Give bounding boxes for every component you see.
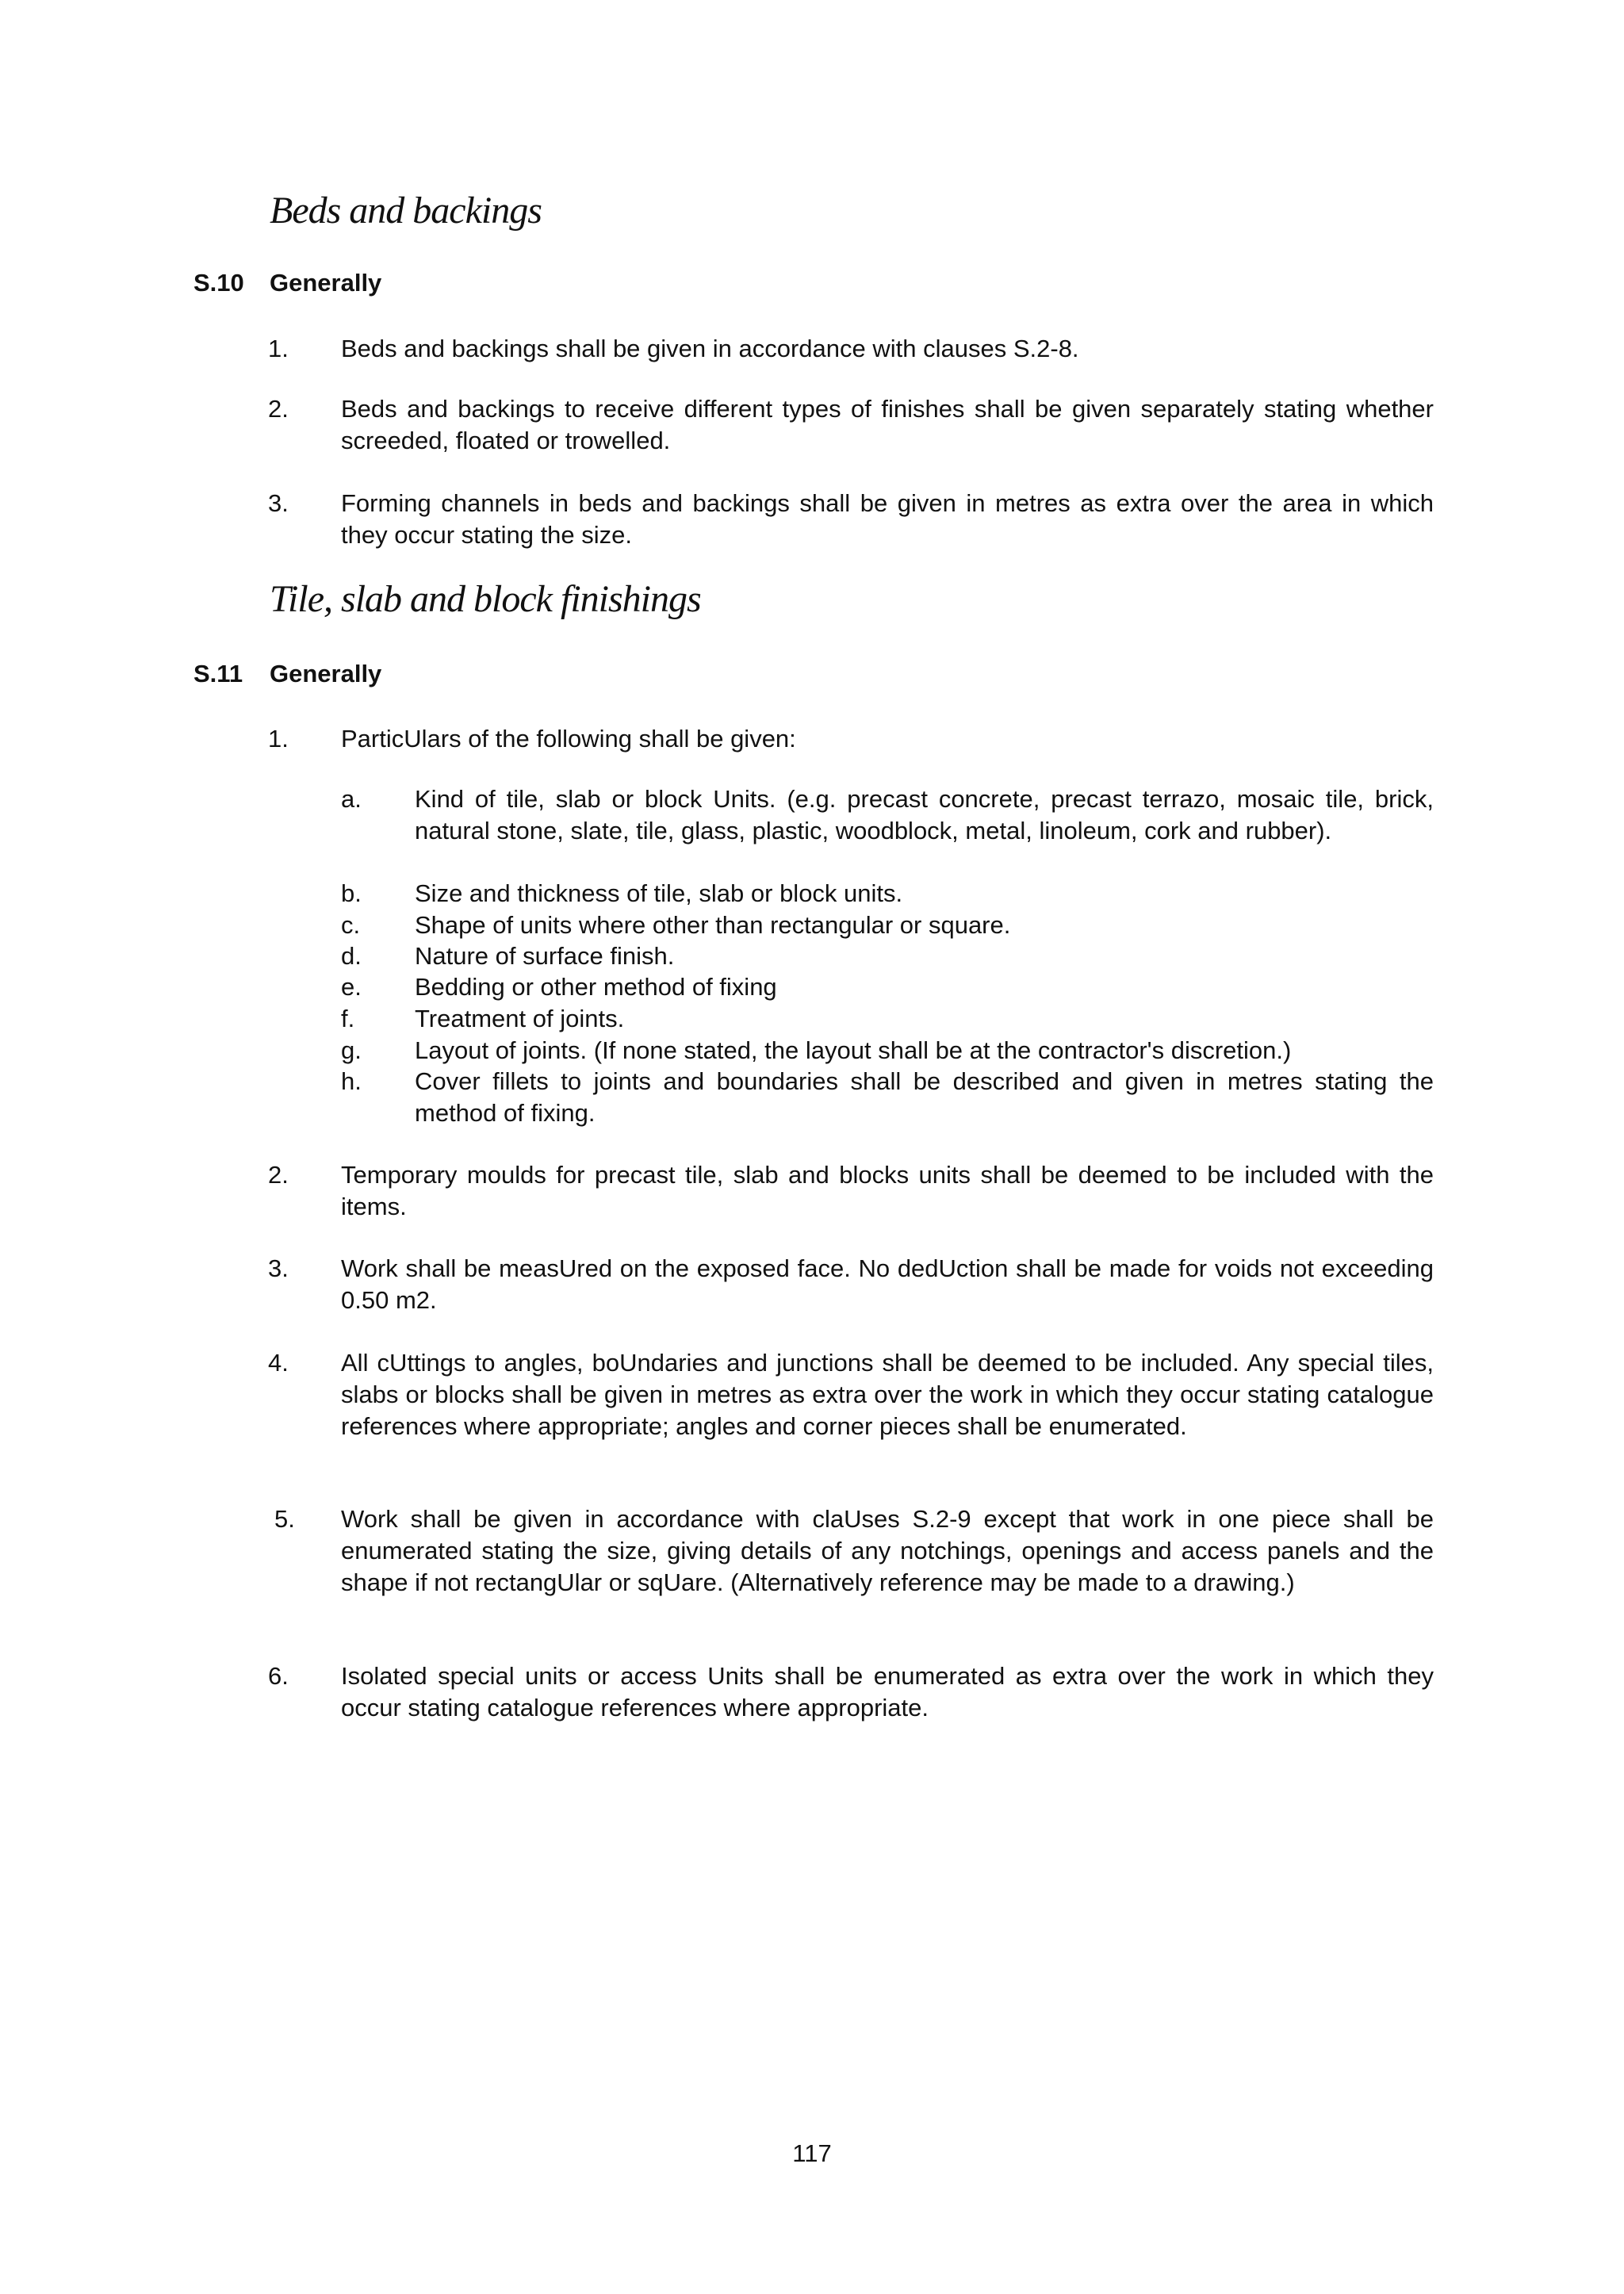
sub-item-letter: d. xyxy=(341,942,362,970)
sub-list-item xyxy=(341,910,1434,941)
sub-list-item xyxy=(341,940,1434,972)
sub-item-letter: f. xyxy=(341,1005,355,1032)
sub-item-letter: g. xyxy=(341,1036,362,1064)
sub-item-letter: e. xyxy=(341,973,362,1001)
list-item xyxy=(268,1347,1434,1442)
sub-item-text: Bedding or other method of fixing xyxy=(415,973,777,1001)
sub-list-item xyxy=(341,971,1434,1003)
sub-item-letter: a. xyxy=(341,785,362,813)
item-number: 3. xyxy=(268,1254,289,1282)
item-number: 2. xyxy=(268,395,289,423)
sub-item-text: Cover fillets to joints and boundaries shall be described and given in metres stating the method of fixing. xyxy=(415,1067,1434,1127)
clause-title: Generally xyxy=(270,660,382,687)
sub-list-item xyxy=(341,783,1434,847)
clause-number: S.10 xyxy=(193,269,244,297)
sub-item-letter: c. xyxy=(341,911,361,939)
sub-item-text: Kind of tile, slab or block Units. (e.g. precast concrete, precast terrazo, mosaic tile, brick, natural stone, slate, tile, glass, plastic, woodblock, metal, linoleum, cork and rubber). xyxy=(415,785,1434,844)
sub-list-item xyxy=(341,1003,1434,1035)
item-number: 5. xyxy=(274,1505,295,1533)
sub-item-text: Size and thickness of tile, slab or block units. xyxy=(415,879,903,907)
item-text: All cUttings to angles, boUndaries and junctions shall be deemed to be included. Any special tiles, slabs or blocks shall be given in metres as extra over the work in which they occur stating catalogue references where appropriate; angles and corner pieces shall be enumerated. xyxy=(341,1349,1434,1440)
item-number: 2. xyxy=(268,1161,289,1189)
item-text: ParticUlars of the following shall be given: xyxy=(341,725,796,753)
section-heading-beds: Beds and backings xyxy=(270,190,542,232)
item-number: 6. xyxy=(268,1662,289,1690)
item-text: Isolated special units or access Units shall be enumerated as extra over the work in which they occur stating catalogue references where appropriate. xyxy=(341,1662,1434,1721)
list-item xyxy=(268,1660,1434,1724)
item-number: 1. xyxy=(268,725,289,753)
sub-item-text: Layout of joints. (If none stated, the layout shall be at the contractor's discretion.) xyxy=(415,1036,1292,1064)
item-number: 4. xyxy=(268,1349,289,1377)
list-item xyxy=(268,1159,1434,1223)
sub-item-text: Treatment of joints. xyxy=(415,1005,625,1032)
item-text: Forming channels in beds and backings shall be given in metres as extra over the area in which they occur stating the size. xyxy=(341,489,1434,549)
item-number: 1. xyxy=(268,335,289,362)
list-item xyxy=(268,723,1434,755)
sub-item-text: Nature of surface finish. xyxy=(415,942,675,970)
clause-title: Generally xyxy=(270,269,382,297)
item-number: 3. xyxy=(268,489,289,517)
sub-item-text: Shape of units where other than rectangular or square. xyxy=(415,911,1011,939)
item-text: Work shall be given in accordance with claUses S.2-9 except that work in one piece shall be enumerated stating the size, giving details of any notchings, openings and access panels and the shape if not rectangUlar or sqUare. (Alternatively reference may be made to a drawing.) xyxy=(341,1505,1434,1596)
section-heading-tile: Tile, slab and block finishings xyxy=(270,578,701,620)
list-item xyxy=(268,333,1434,365)
sub-list-item xyxy=(341,1035,1434,1067)
clause-number: S.11 xyxy=(193,660,243,687)
clause-s11 xyxy=(193,660,381,688)
clause-s10 xyxy=(193,269,381,297)
item-text: Temporary moulds for precast tile, slab and blocks units shall be deemed to be included with the items. xyxy=(341,1161,1434,1220)
list-item xyxy=(268,488,1434,551)
list-item xyxy=(268,1253,1434,1316)
sub-list-item xyxy=(341,878,1434,910)
sub-list-item xyxy=(341,1066,1434,1129)
sub-item-letter: b. xyxy=(341,879,362,907)
item-text: Beds and backings shall be given in accordance with clauses S.2-8. xyxy=(341,335,1079,362)
sub-item-letter: h. xyxy=(341,1067,362,1095)
item-text: Work shall be measUred on the exposed face. No dedUction shall be made for voids not exceeding 0.50 m2. xyxy=(341,1254,1434,1314)
page-number: 117 xyxy=(792,2139,832,2167)
list-item xyxy=(268,1503,1434,1599)
list-item xyxy=(268,393,1434,457)
item-text: Beds and backings to receive different types of finishes shall be given separately stating whether screeded, floated or trowelled. xyxy=(341,395,1434,454)
